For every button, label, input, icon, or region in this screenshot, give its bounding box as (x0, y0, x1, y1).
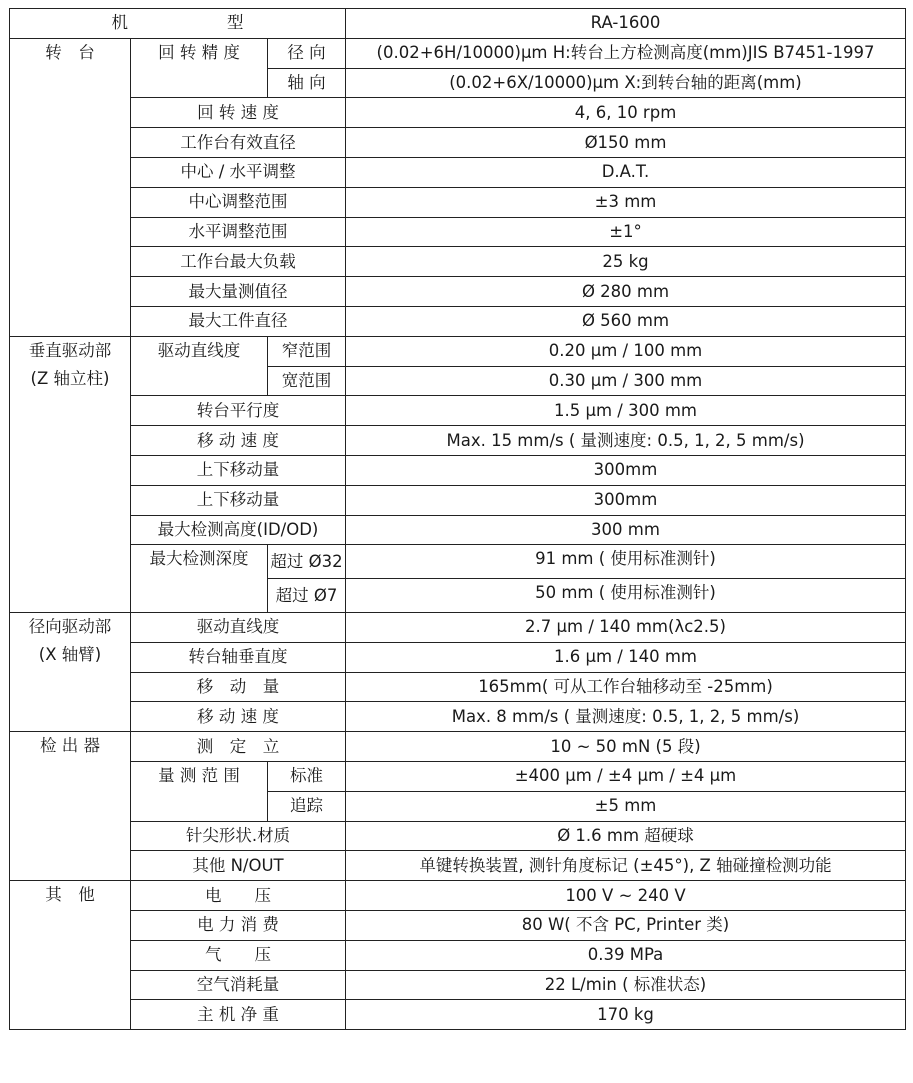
group-others: 其 他 (10, 881, 131, 1030)
spec-label: 转台平行度 (131, 396, 346, 426)
group-vertical-line1: 垂直驱动部 (28, 340, 112, 360)
rotation-accuracy-label: 回 转 精 度 (131, 38, 268, 98)
spec-value: 25 kg (346, 247, 906, 277)
spec-value: ±1° (346, 217, 906, 247)
depth1-value: 91 mm ( 使用标准测针) (346, 545, 906, 579)
axial-value: (0.02+6X/10000)μm X:到转台轴的距离(mm) (346, 68, 906, 98)
narrow-label: 窄范围 (268, 336, 346, 366)
spec-label: 中心 / 水平调整 (131, 157, 346, 187)
table-row (10, 306, 906, 336)
spec-value: 100 V ~ 240 V (346, 881, 906, 911)
spec-label: 移 动 量 (131, 672, 346, 702)
table-row (10, 732, 906, 762)
group-radial-line1: 径向驱动部 (28, 616, 112, 636)
table-row (10, 1000, 906, 1030)
spec-value: Max. 15 mm/s ( 量测速度: 0.5, 1, 2, 5 mm/s) (346, 426, 906, 456)
group-detector: 检 出 器 (10, 732, 131, 881)
table-row (10, 612, 906, 642)
axial-label: 轴 向 (268, 68, 346, 98)
spec-value: Ø150 mm (346, 128, 906, 158)
table-row (10, 485, 906, 515)
spec-label: 回 转 速 度 (131, 98, 346, 128)
spec-value: 300mm (346, 485, 906, 515)
table-row (10, 821, 906, 851)
spec-value: 1.5 μm / 300 mm (346, 396, 906, 426)
table-row (10, 672, 906, 702)
group-vertical-line2: (Z 轴立柱) (30, 368, 110, 388)
spec-value: Ø 280 mm (346, 277, 906, 307)
spec-label: 最大工件直径 (131, 306, 346, 336)
spec-value: 10 ~ 50 mN (5 段) (346, 732, 906, 762)
spec-label: 空气消耗量 (131, 970, 346, 1000)
spec-value: 165mm( 可从工作台轴移动至 -25mm) (346, 672, 906, 702)
table-row (10, 247, 906, 277)
spec-value: 单键转换装置, 测针角度标记 (±45°), Z 轴碰撞检测功能 (346, 851, 906, 881)
table-row (10, 426, 906, 456)
table-row (10, 38, 906, 68)
spec-table (9, 8, 906, 1030)
table-row (10, 217, 906, 247)
spec-label: 上下移动量 (131, 455, 346, 485)
spec-value: 4, 6, 10 rpm (346, 98, 906, 128)
table-row (10, 98, 906, 128)
spec-label: 水平调整范围 (131, 217, 346, 247)
table-row (10, 157, 906, 187)
spec-label: 工作台最大负载 (131, 247, 346, 277)
wide-value: 0.30 μm / 300 mm (346, 366, 906, 396)
spec-value: 80 W( 不含 PC, Printer 类) (346, 910, 906, 940)
table-row (10, 455, 906, 485)
depth1-label: 超过 Ø32 (268, 545, 346, 579)
wide-label: 宽范围 (268, 366, 346, 396)
spec-label: 其他 N/OUT (131, 851, 346, 881)
spec-value: ±3 mm (346, 187, 906, 217)
group-vertical-drive (10, 336, 131, 612)
spec-label: 中心调整范围 (131, 187, 346, 217)
spec-label: 电 力 消 费 (131, 910, 346, 940)
table-row (10, 702, 906, 732)
table-row (10, 128, 906, 158)
depth2-value: 50 mm ( 使用标准测针) (346, 579, 906, 613)
range-label: 量 测 范 围 (131, 761, 268, 821)
spec-value: 300mm (346, 455, 906, 485)
group-turntable: 转 台 (10, 38, 131, 336)
group-radial-drive (10, 612, 131, 731)
spec-value: 0.39 MPa (346, 940, 906, 970)
table-row (10, 515, 906, 545)
spec-label: 驱动直线度 (131, 612, 346, 642)
header-row (10, 9, 906, 39)
radial-value: (0.02+6H/10000)μm H:转台上方检测高度(mm)JIS B7451-1997 (346, 38, 906, 68)
model-label: 机 型 (10, 9, 346, 39)
spec-label: 针尖形状.材质 (131, 821, 346, 851)
spec-label: 主 机 净 重 (131, 1000, 346, 1030)
standard-value: ±400 μm / ±4 μm / ±4 μm (346, 761, 906, 791)
spec-label: 最大检测高度(ID/OD) (131, 515, 346, 545)
spec-label: 最大量测值径 (131, 277, 346, 307)
spec-value: 1.6 μm / 140 mm (346, 642, 906, 672)
tracking-value: ±5 mm (346, 791, 906, 821)
table-row (10, 642, 906, 672)
table-row (10, 187, 906, 217)
model-value: RA-1600 (346, 9, 906, 39)
spec-label: 上下移动量 (131, 485, 346, 515)
depth-label: 最大检测深度 (131, 545, 268, 613)
depth2-label: 超过 Ø7 (268, 579, 346, 613)
spec-label: 气 压 (131, 940, 346, 970)
spec-value: 22 L/min ( 标准状态) (346, 970, 906, 1000)
spec-value: Ø 560 mm (346, 306, 906, 336)
spec-value: D.A.T. (346, 157, 906, 187)
group-radial-line2: (X 轴臂) (38, 644, 102, 664)
spec-label: 电 压 (131, 881, 346, 911)
table-row (10, 336, 906, 366)
radial-label: 径 向 (268, 38, 346, 68)
narrow-value: 0.20 μm / 100 mm (346, 336, 906, 366)
table-row (10, 910, 906, 940)
table-row (10, 761, 906, 791)
table-row (10, 940, 906, 970)
spec-label: 测 定 立 (131, 732, 346, 762)
spec-label: 转台轴垂直度 (131, 642, 346, 672)
table-row (10, 277, 906, 307)
table-row (10, 851, 906, 881)
straightness-label: 驱动直线度 (131, 336, 268, 396)
tracking-label: 追踪 (268, 791, 346, 821)
spec-label: 移 动 速 度 (131, 702, 346, 732)
table-row (10, 881, 906, 911)
spec-value: Max. 8 mm/s ( 量测速度: 0.5, 1, 2, 5 mm/s) (346, 702, 906, 732)
spec-value: 2.7 μm / 140 mm(λc2.5) (346, 612, 906, 642)
spec-label: 工作台有效直径 (131, 128, 346, 158)
spec-value: 300 mm (346, 515, 906, 545)
table-row (10, 396, 906, 426)
spec-value: 170 kg (346, 1000, 906, 1030)
spec-value: Ø 1.6 mm 超硬球 (346, 821, 906, 851)
spec-label: 移 动 速 度 (131, 426, 346, 456)
table-row (10, 970, 906, 1000)
standard-label: 标准 (268, 761, 346, 791)
